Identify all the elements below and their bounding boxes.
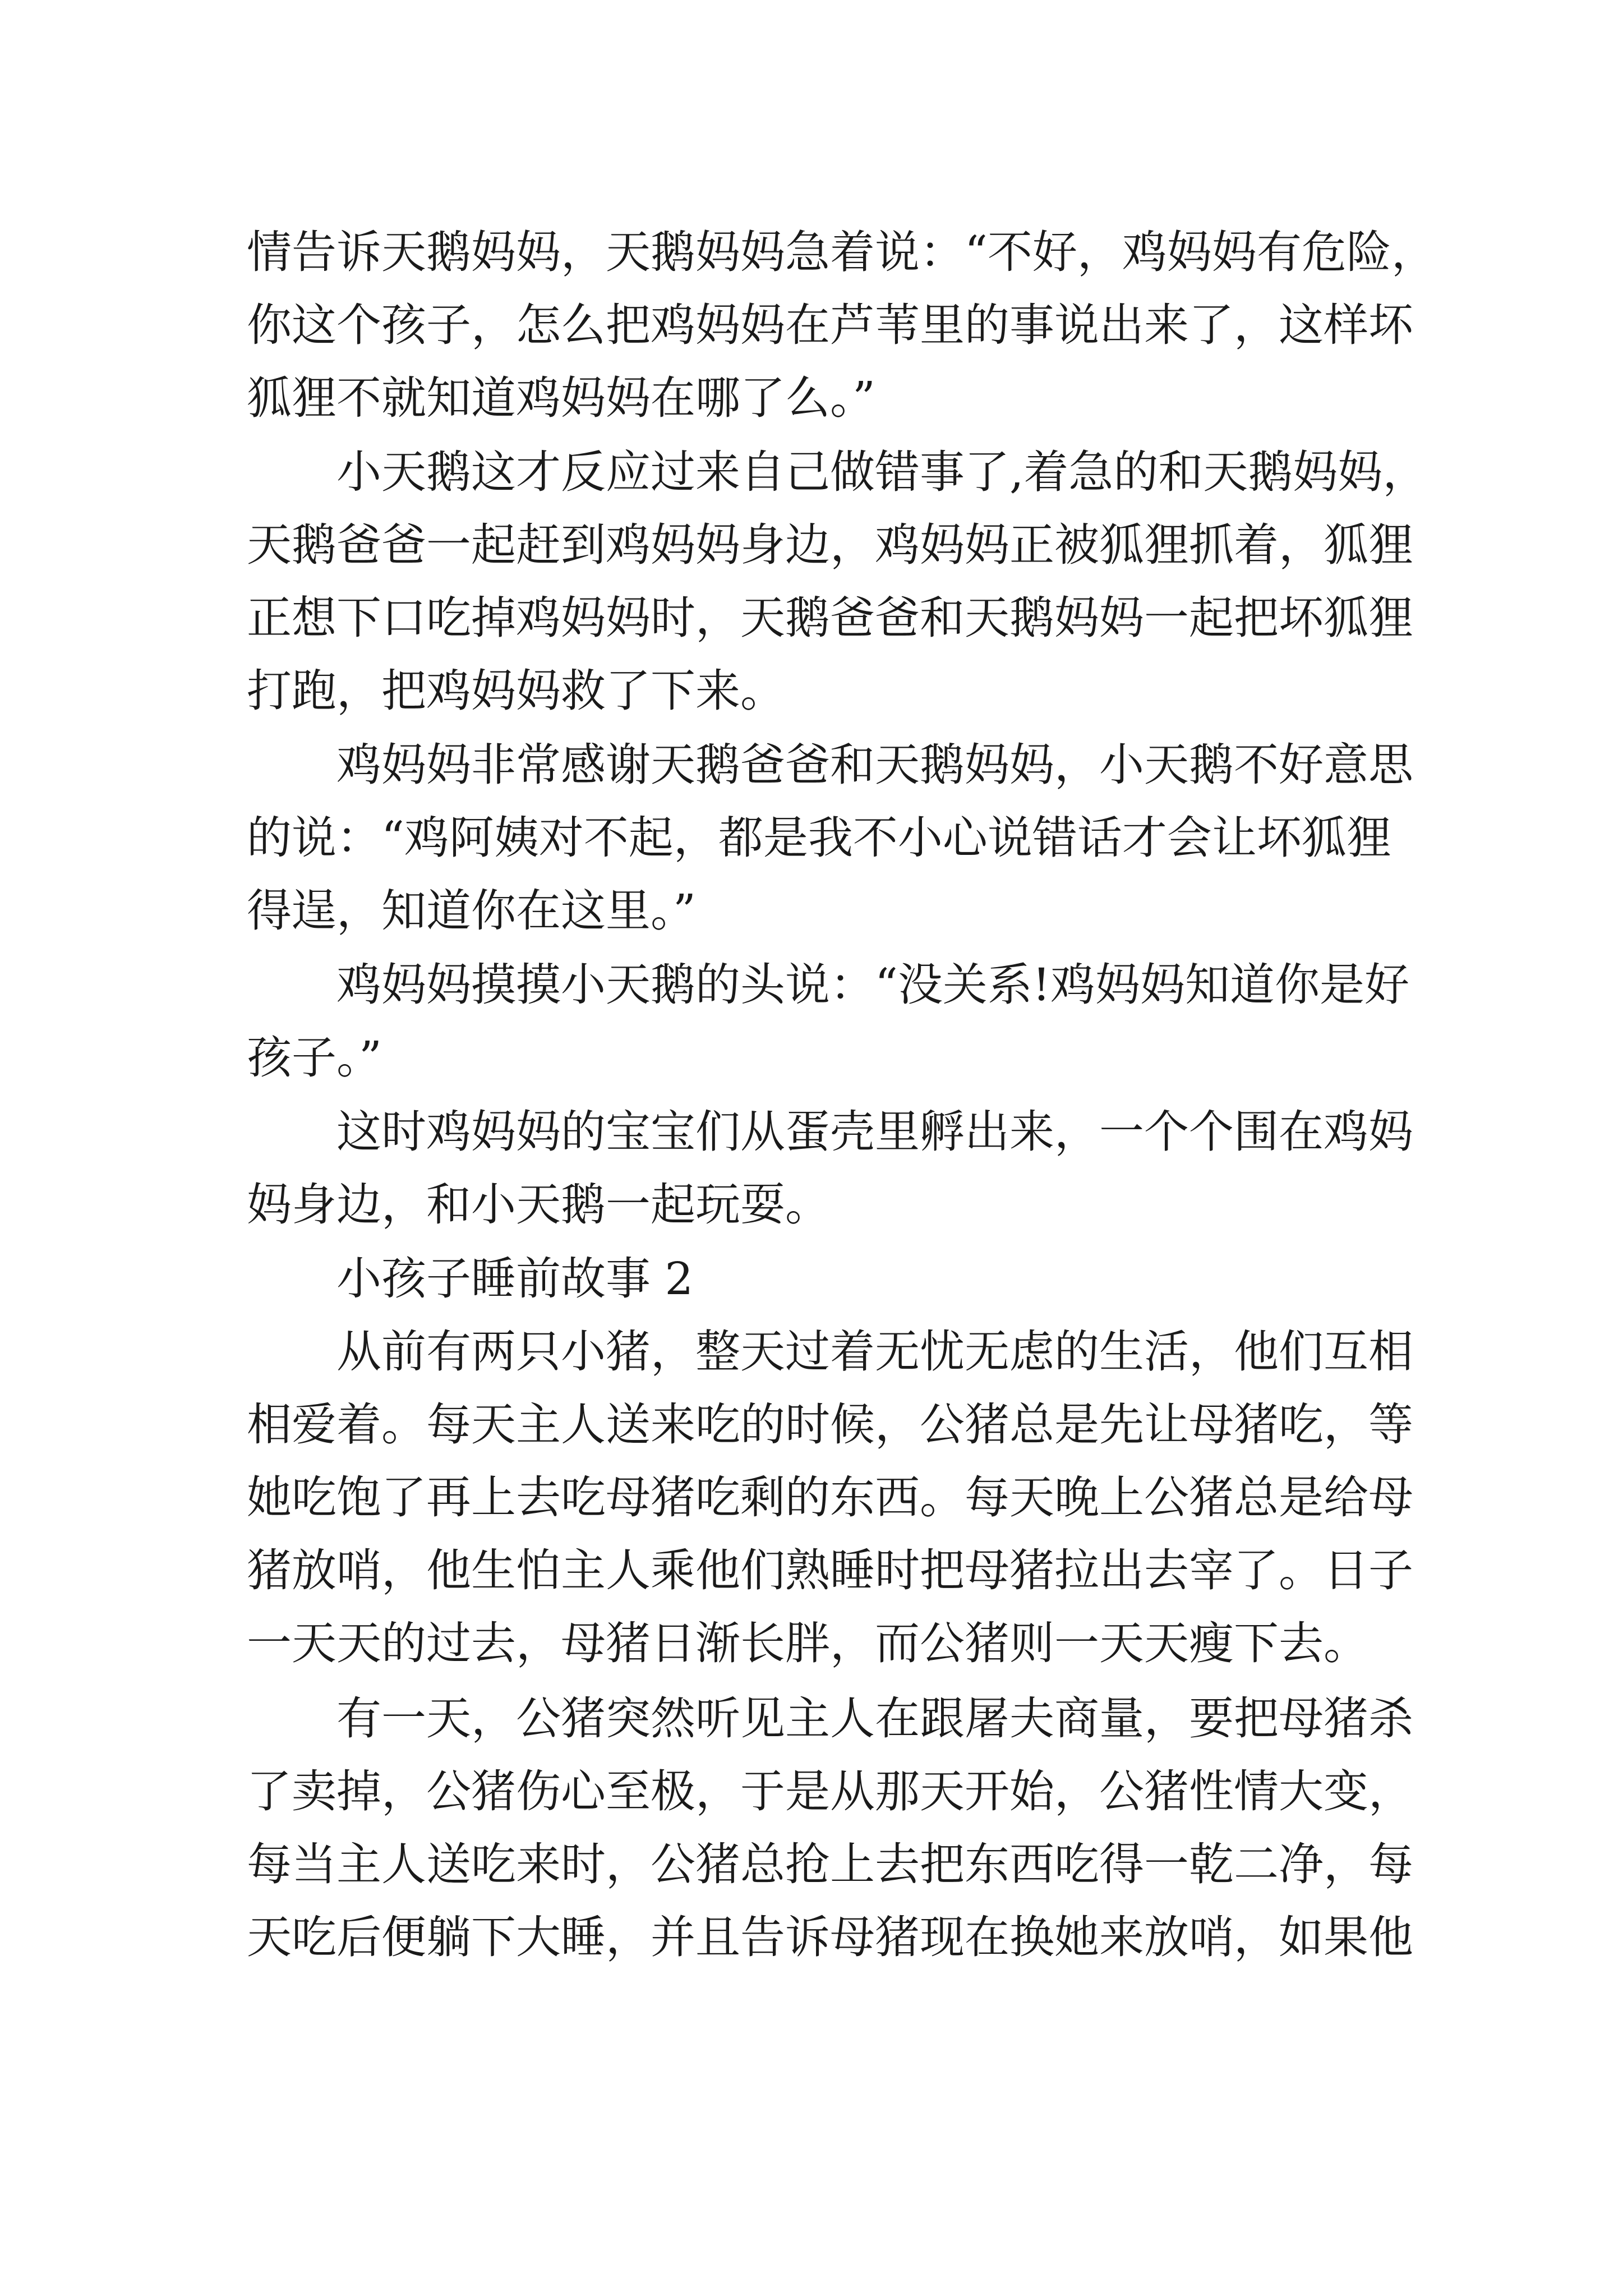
text-line: 每当主人送吃来时，公猪总抢上去把东西吃得一乾二净，每 bbox=[247, 1838, 1413, 1890]
section-heading: 小孩子睡前故事 2 bbox=[336, 1253, 694, 1305]
text-line: 的说：“鸡阿姨对不起，都是我不小心说错话才会让坏狐狸 bbox=[247, 812, 1391, 864]
paragraph-start-line: 有一天，公猪突然听见主人在跟屠夫商量，要把母猪杀 bbox=[336, 1692, 1413, 1745]
text-line: 孩子。” bbox=[247, 1032, 382, 1084]
text-line: 情告诉天鹅妈妈，天鹅妈妈急着说：“不好，鸡妈妈有危险， bbox=[247, 226, 1436, 278]
paragraph-start-line: 鸡妈妈非常感谢天鹅爸爸和天鹅妈妈，小天鹅不好意思 bbox=[336, 739, 1413, 791]
text-line: 猪放哨，他生怕主人乘他们熟睡时把母猪拉出去宰了。日子 bbox=[247, 1544, 1413, 1596]
text-line: 天鹅爸爸一起赶到鸡妈妈身边，鸡妈妈正被狐狸抓着，狐狸 bbox=[247, 519, 1413, 571]
text-line: 你这个孩子，怎么把鸡妈妈在芦苇里的事说出来了，这样坏 bbox=[247, 299, 1413, 351]
paragraph-start-line: 鸡妈妈摸摸小天鹅的头说：“没关系!鸡妈妈知道你是好 bbox=[336, 959, 1410, 1011]
text-line: 得逞，知道你在这里。” bbox=[247, 885, 696, 937]
paragraph-start-line: 这时鸡妈妈的宝宝们从蛋壳里孵出来，一个个围在鸡妈 bbox=[336, 1106, 1413, 1158]
text-line: 狐狸不就知道鸡妈妈在哪了么。” bbox=[247, 372, 875, 424]
text-line: 正想下口吃掉鸡妈妈时，天鹅爸爸和天鹅妈妈一起把坏狐狸 bbox=[247, 592, 1413, 644]
text-line: 了卖掉，公猪伤心至极，于是从那天开始，公猪性情大变， bbox=[247, 1765, 1413, 1818]
text-line: 妈身边，和小天鹅一起玩耍。 bbox=[247, 1179, 830, 1231]
text-line: 她吃饱了再上去吃母猪吃剩的东西。每天晚上公猪总是给母 bbox=[247, 1471, 1413, 1524]
paragraph-start-line: 从前有两只小猪，整天过着无忧无虑的生活，他们互相 bbox=[336, 1326, 1413, 1378]
text-line: 相爱着。每天主人送来吃的时候，公猪总是先让母猪吃，等 bbox=[247, 1398, 1413, 1451]
text-line: 一天天的过去，母猪日渐长胖，而公猪则一天天瘦下去。 bbox=[247, 1617, 1368, 1669]
paragraph-start-line: 小天鹅这才反应过来自己做错事了,着急的和天鹅妈妈， bbox=[336, 446, 1428, 498]
text-line: 打跑，把鸡妈妈救了下来。 bbox=[247, 665, 785, 717]
text-line: 天吃后便躺下大睡，并且告诉母猪现在换她来放哨，如果他 bbox=[247, 1911, 1413, 1963]
